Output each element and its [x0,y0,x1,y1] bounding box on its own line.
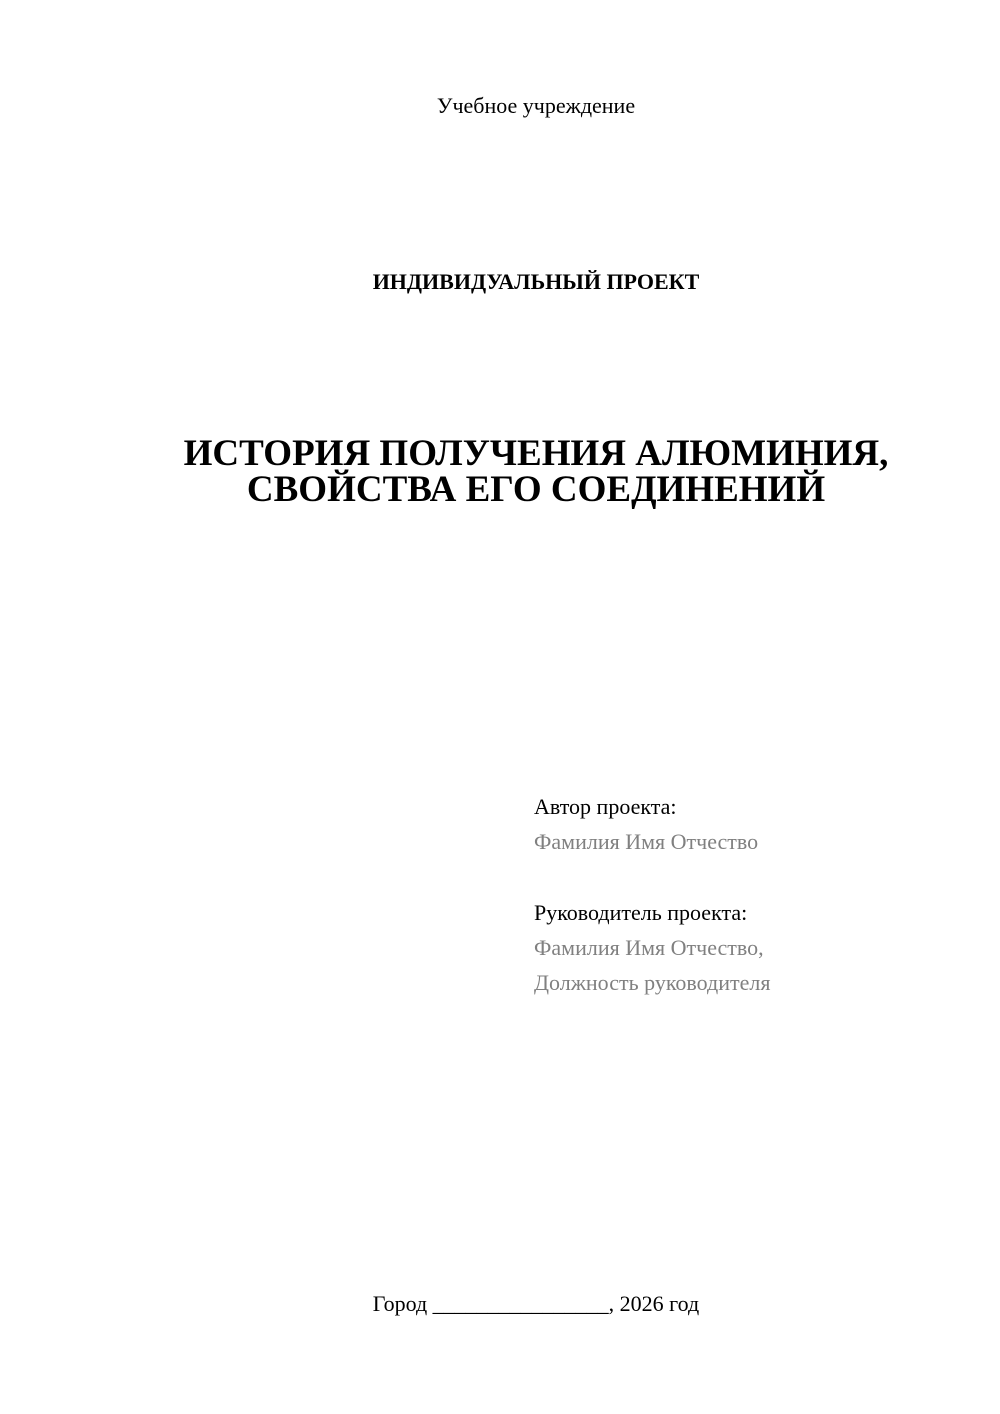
project-title [0,433,1000,510]
authors-block [534,789,974,1000]
authors-spacer [534,859,974,895]
city-year-footer: Город ________________, 2026 год [372,1291,700,1316]
author-label: Автор проекта: [534,794,677,819]
supervisor-name: Фамилия Имя Отчество, [534,935,764,960]
institution-name: Учебное учреждение [436,93,636,118]
author-name: Фамилия Имя Отчество [534,829,759,854]
project-title-line-1: ИСТОРИЯ ПОЛУЧЕНИЯ АЛЮМИНИЯ, [183,433,889,474]
supervisor-label: Руководитель проекта: [534,900,748,925]
supervisor-position: Должность руководителя [534,970,771,995]
project-type-heading: ИНДИВИДУАЛЬНЫЙ ПРОЕКТ [372,269,700,294]
project-title-line-2: СВОЙСТВА ЕГО СОЕДИНЕНИЙ [246,469,826,510]
